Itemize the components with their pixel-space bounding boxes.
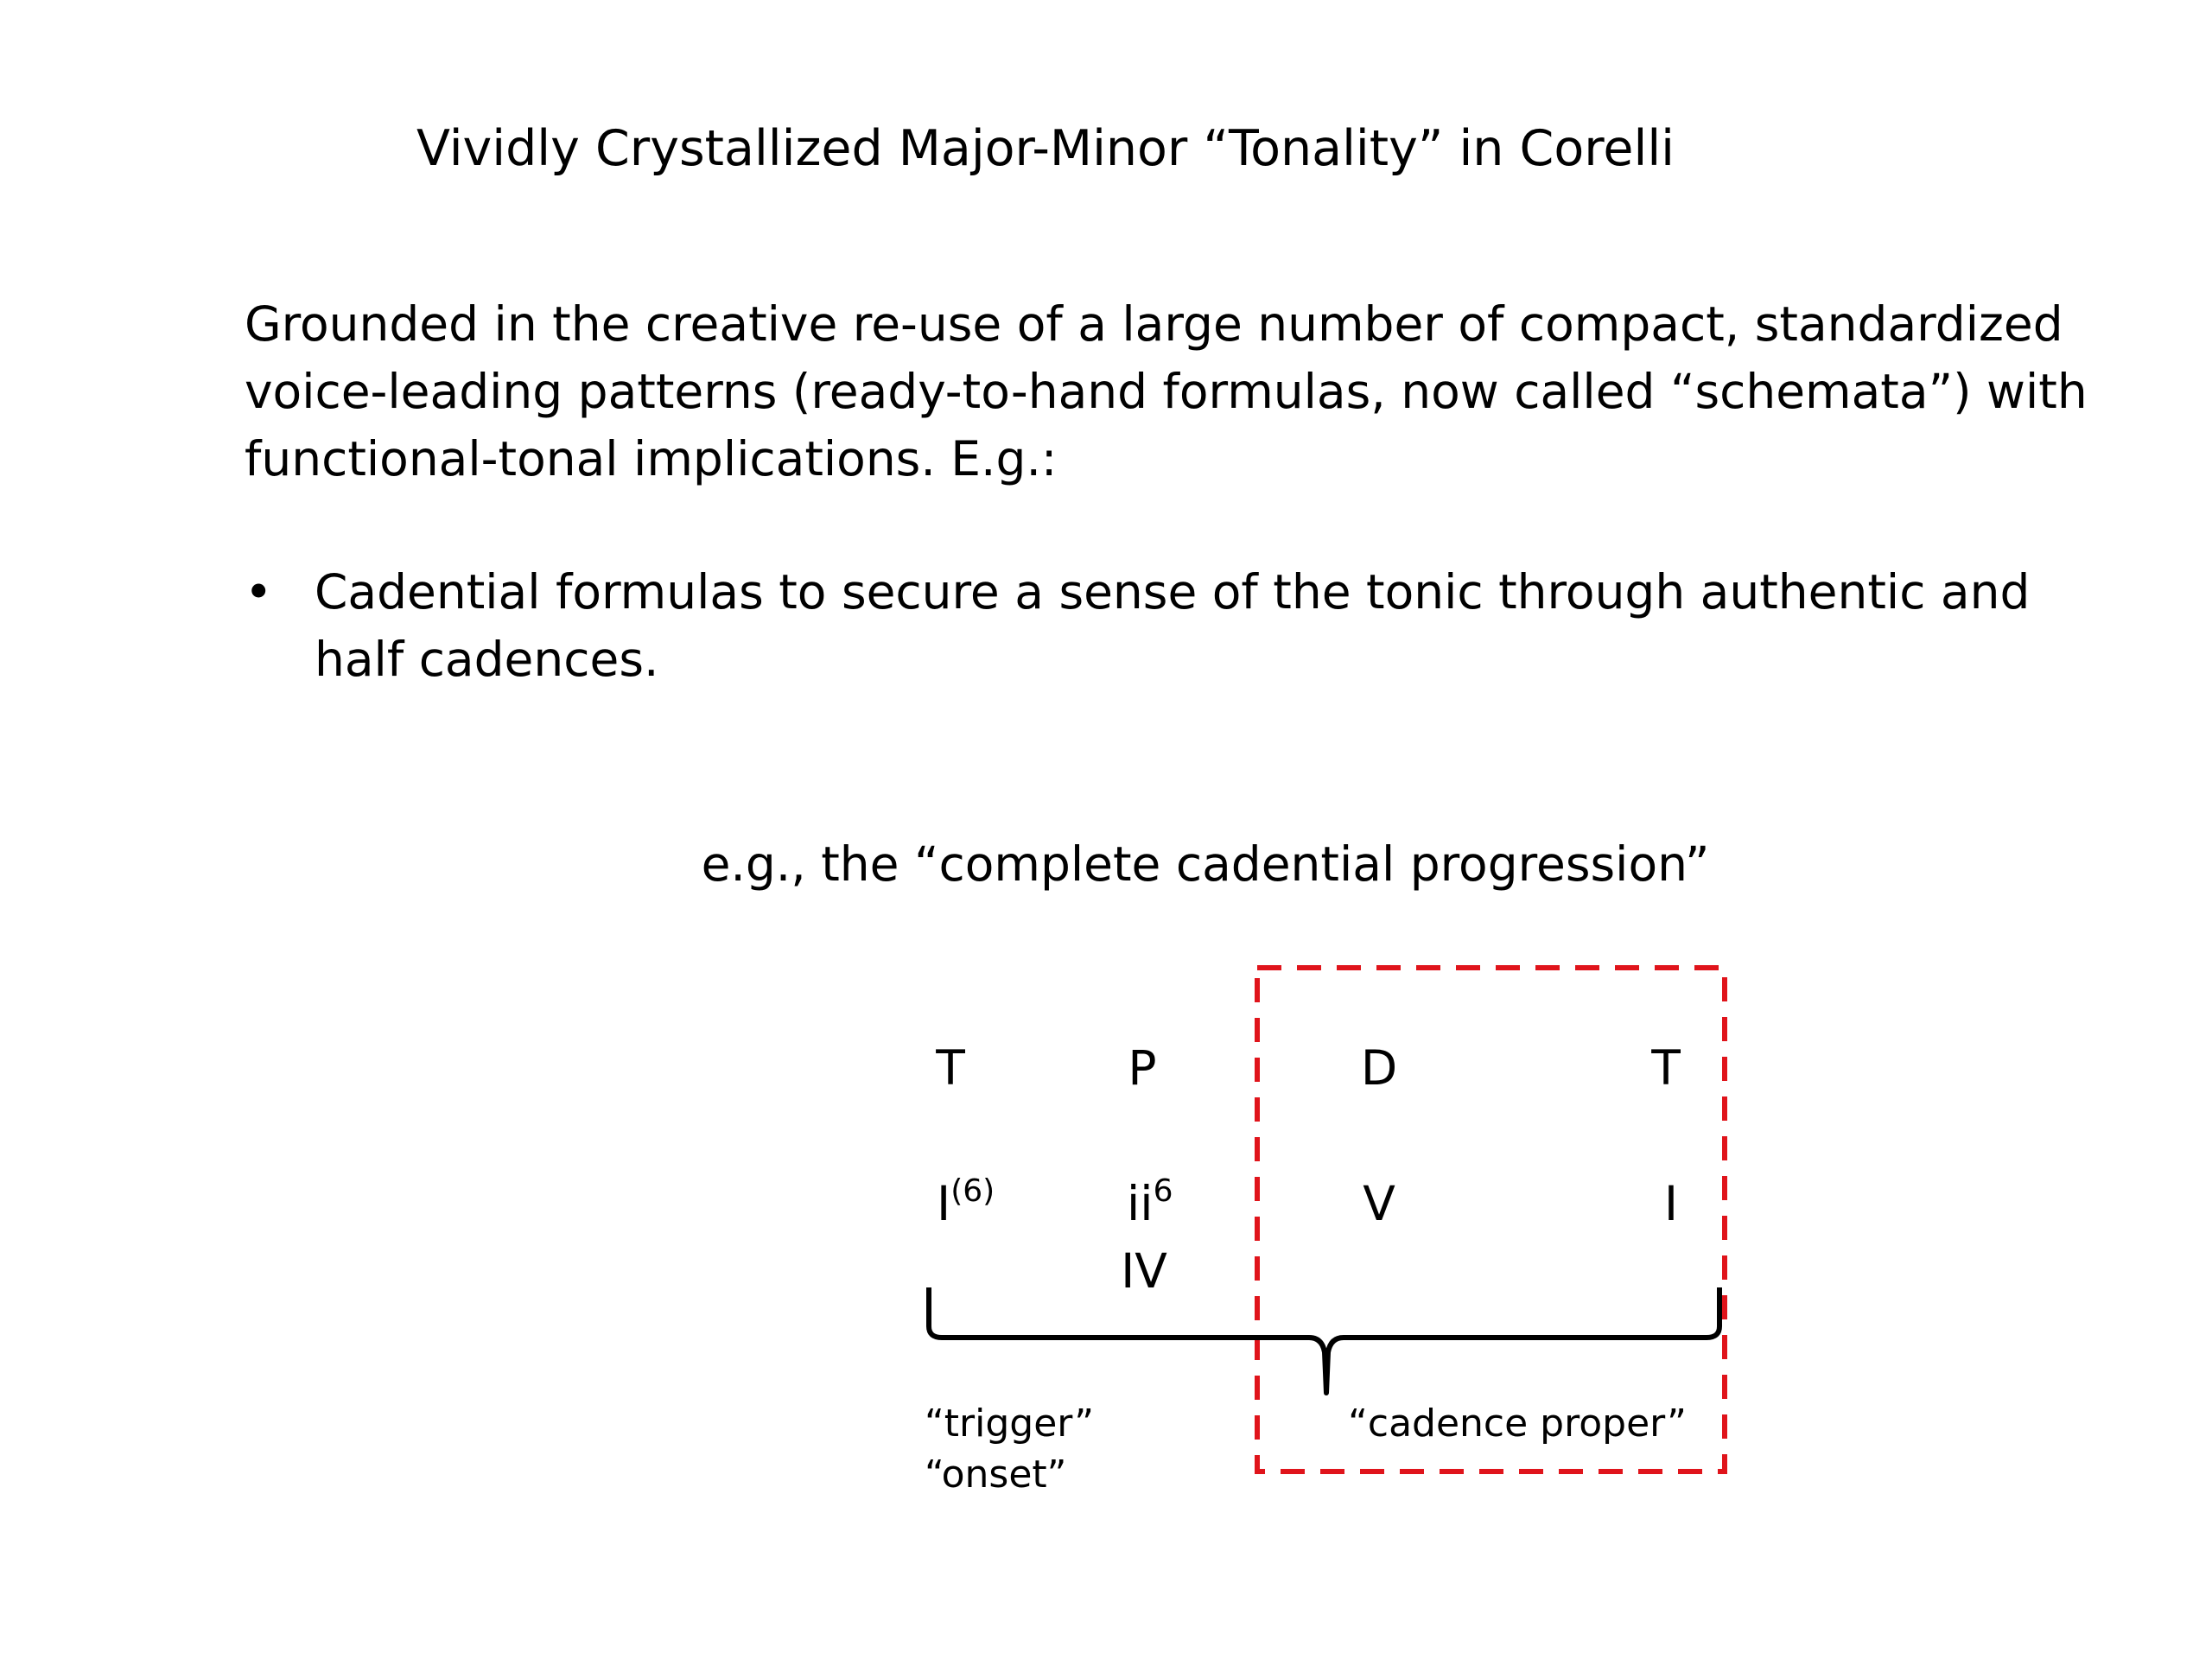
chord-numeral: ii: [1127, 1176, 1154, 1231]
chord-subdominant: IV: [1121, 1243, 1167, 1299]
function-label-dominant: D: [1360, 1040, 1398, 1096]
chord-figure: 6: [1153, 1173, 1173, 1209]
function-label-tonic-final: T: [1651, 1040, 1681, 1096]
chord-numeral: I: [937, 1176, 951, 1231]
chord-dominant: V: [1363, 1176, 1395, 1231]
label-onset: “onset”: [925, 1452, 1067, 1497]
intro-line: voice-leading patterns (ready-to-hand formulas, now called “schemata”) with: [245, 364, 2088, 419]
chord-supertonic-six: [1127, 1173, 1173, 1231]
function-label-tonic: T: [936, 1040, 965, 1096]
bullet-line: half cadences.: [315, 632, 659, 687]
bullet-line: Cadential formulas to secure a sense of the tonic through authentic and: [315, 564, 2031, 620]
bullet-marker: •: [245, 564, 273, 620]
label-cadence-proper: “cadence proper”: [1348, 1402, 1687, 1446]
slide-title: Vividly Crystallized Major-Minor “Tonality” in Corelli: [416, 120, 1675, 177]
example-caption: e.g., the “complete cadential progression”: [701, 836, 1710, 892]
chord-tonic-first-inversion: [937, 1173, 995, 1231]
grouping-brace: [929, 1287, 1719, 1393]
intro-line: Grounded in the creative re-use of a large number of compact, standardized: [245, 296, 2063, 352]
intro-line: functional-tonal implications. E.g.:: [245, 431, 1058, 486]
function-label-predominant: P: [1128, 1040, 1157, 1096]
chord-figure: (6): [950, 1173, 995, 1209]
label-trigger: “trigger”: [925, 1402, 1095, 1446]
chord-tonic: I: [1663, 1176, 1679, 1231]
